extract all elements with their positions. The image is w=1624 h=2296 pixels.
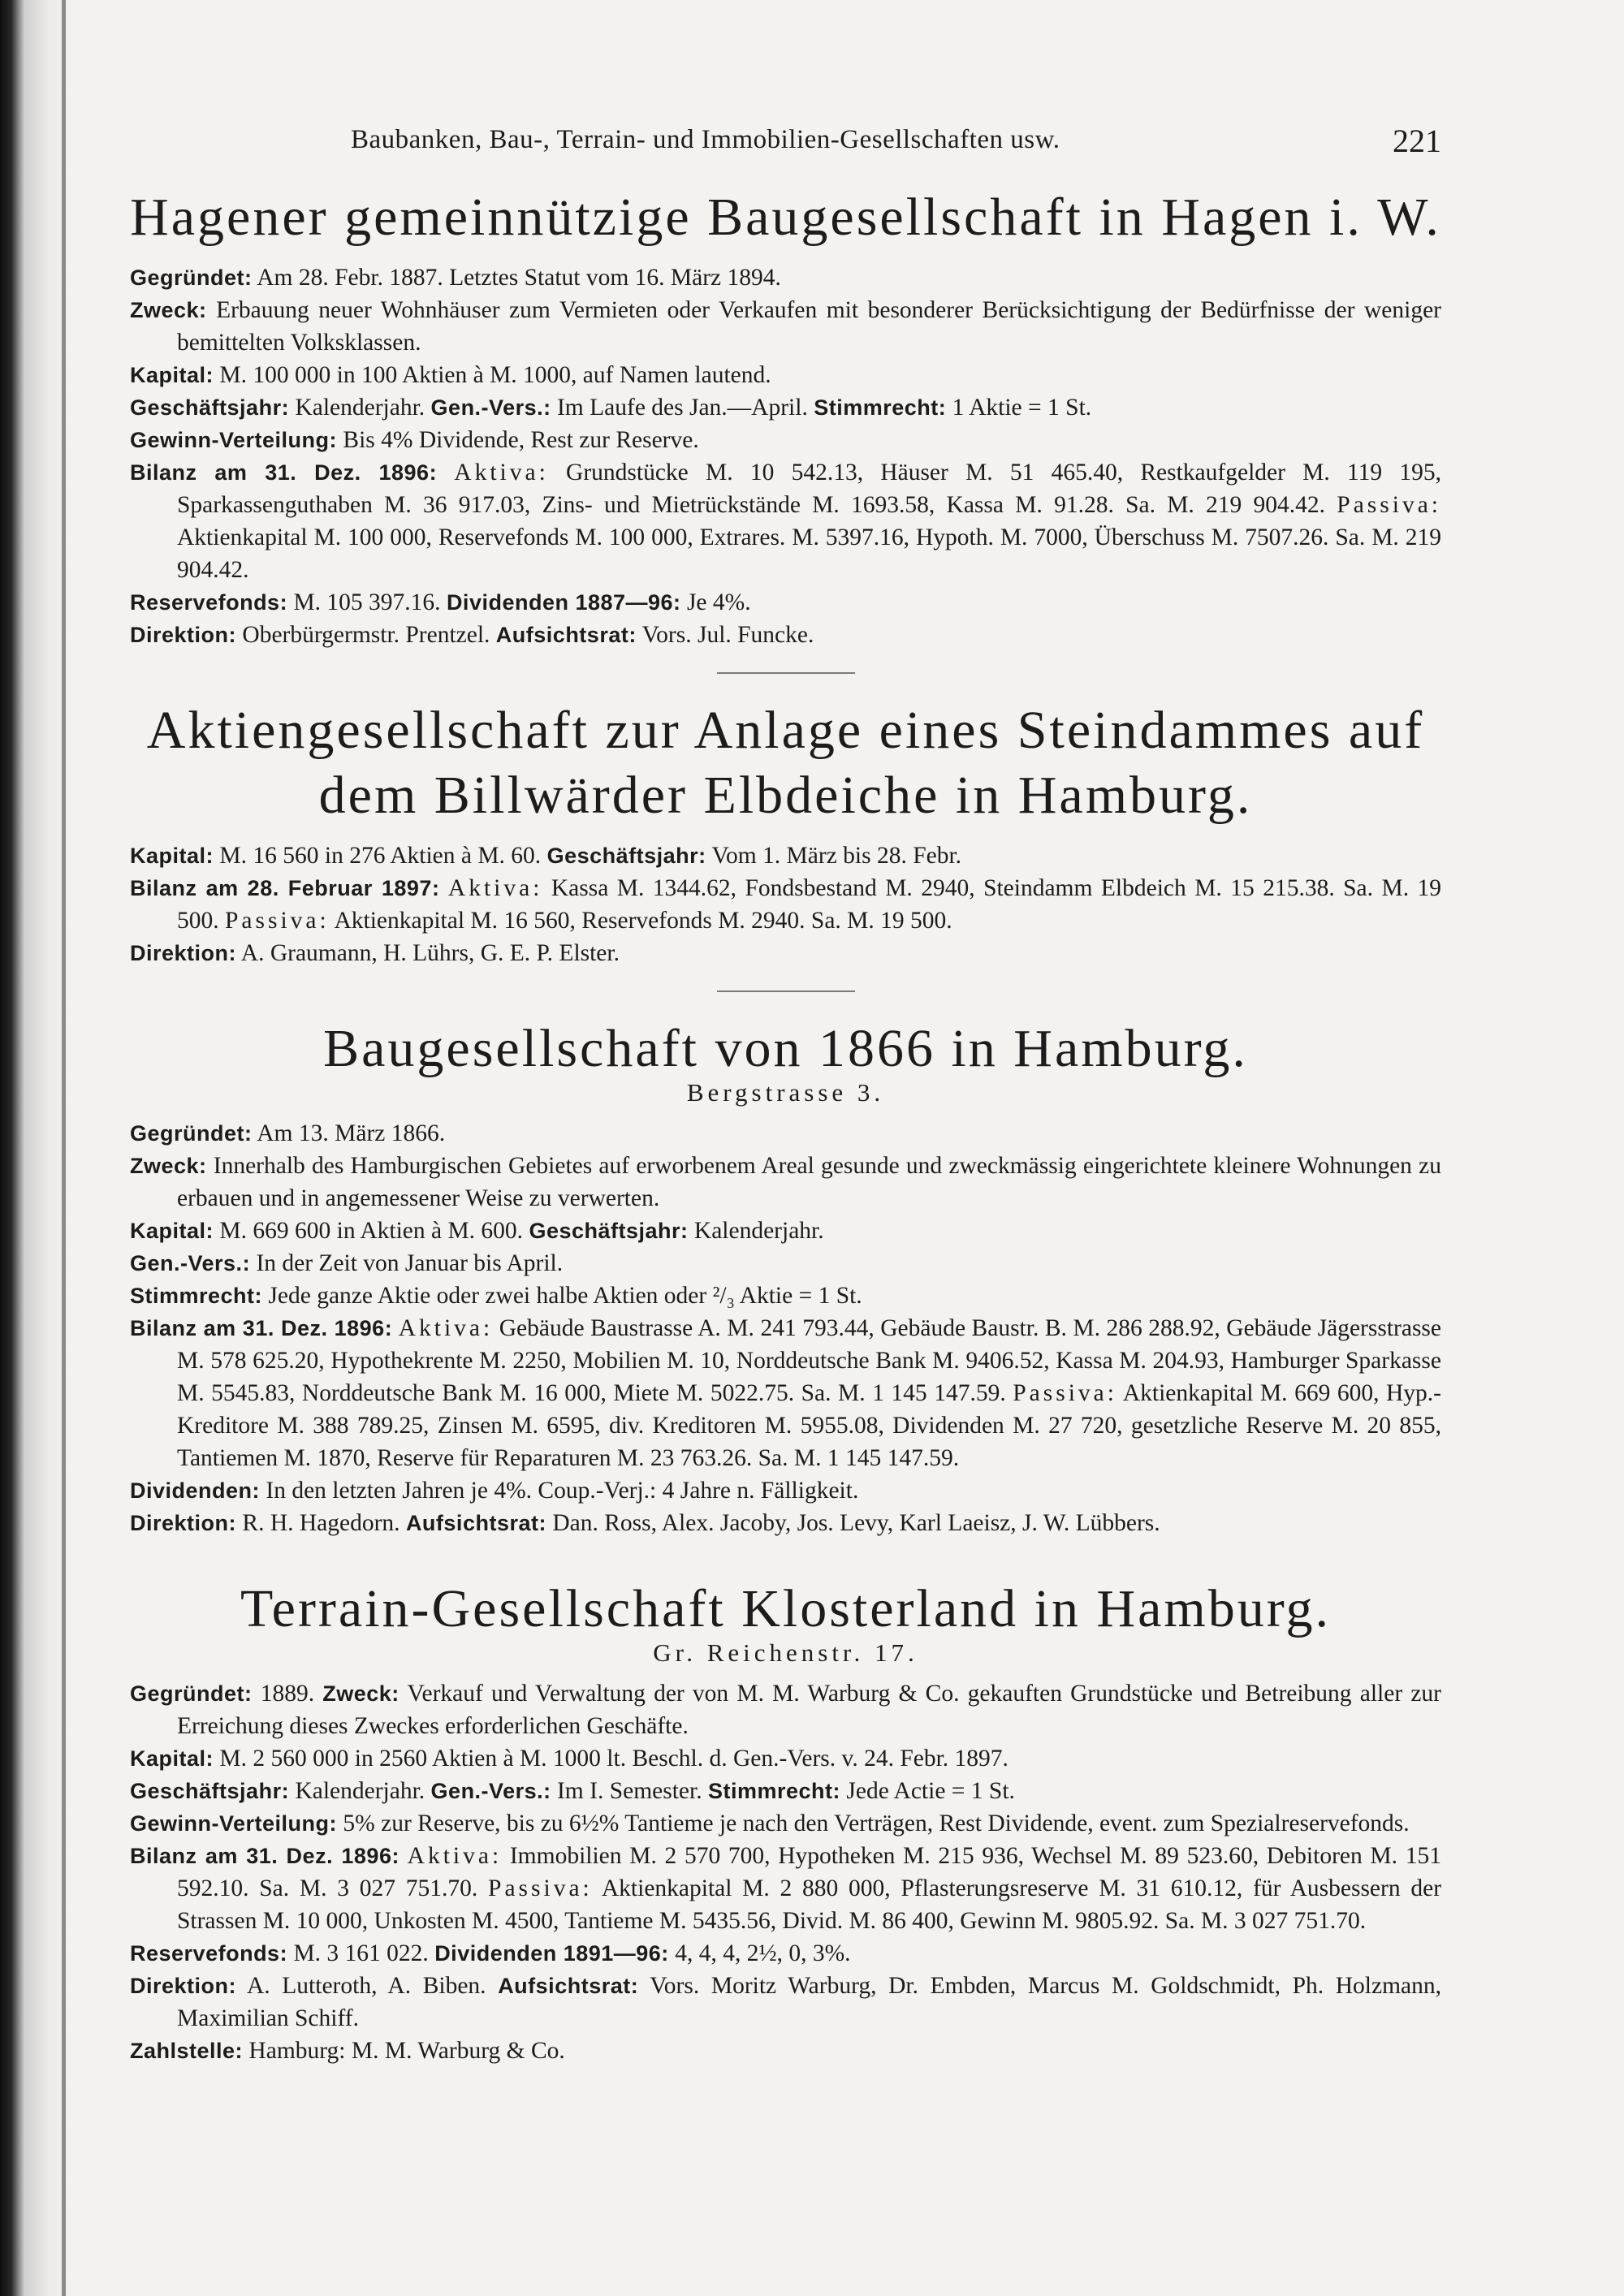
- assets-value: Gebäude Baustrasse A. M. 241 793.44, Gebäude Baustr. B. M. 286 288.92, Gebäude Jägersstrasse M. 578 625.20, Hypothekrente M. 2250, Mobilien M. 10, Norddeutsche Bank M. 9406.52, Kassa M. 204.93, Hamburger Sparkasse M. 5545.83, Norddeutsche Bank M. 16 000, Miete M. 5022.75. Sa. M. 1 145 147.59.: [177, 1315, 1442, 1406]
- board-line: [130, 1507, 1441, 1539]
- directors-label: Direktion:: [130, 623, 237, 647]
- dividends-label: Dividenden:: [130, 1478, 261, 1503]
- paying-agent-label: Zahlstelle:: [130, 2039, 244, 2063]
- purpose-value: Erbauung neuer Wohnhäuser zum Vermieten oder Verkaufen mit besonderer Berücksichtigung der Bedürfnisse der weniger bemittelten Volksklassen.: [177, 297, 1442, 356]
- profit-distribution-label: Gewinn-Verteilung:: [130, 1811, 338, 1836]
- entry-baugesellschaft-1866: [130, 1016, 1441, 1539]
- balance-label: Bilanz am 28. Februar 1897:: [130, 876, 440, 900]
- general-meeting-value: In der Zeit von Januar bis April.: [256, 1250, 564, 1276]
- entry-body: [130, 1677, 1441, 2067]
- supervisory-board-label: Aufsichtsrat:: [405, 1511, 546, 1535]
- balance-line: [130, 456, 1441, 586]
- voting-right-value: Jede ganze Aktie oder zwei halbe Aktien oder ²/₃ Aktie = 1 St.: [268, 1283, 862, 1309]
- dividends-value: In den letzten Jahren je 4%. Coup.-Verj.: 4 Jahre n. Fälligkeit.: [266, 1478, 859, 1504]
- fiscal-year-label: Geschäftsjahr:: [130, 1779, 290, 1803]
- purpose-value: Innerhalb des Hamburgischen Gebietes auf erworbenem Areal gesunde und zweckmässig eingerichtete kleinere Wohnungen zu erbauen und in angemessener Weise zu verwerten.: [177, 1153, 1441, 1211]
- entry-title: Terrain-Gesellschaft Klosterland in Hamburg.: [240, 1579, 1332, 1638]
- reserve-value: M. 105 397.16.: [293, 589, 441, 615]
- voting-right-value: 1 Aktie = 1 St.: [952, 395, 1092, 421]
- fiscal-year-value: Vom 1. März bis 28. Febr.: [711, 843, 962, 869]
- reserve-value: M. 3 161 022.: [293, 1940, 429, 1966]
- supervisory-board-label: Aufsichtsrat:: [498, 1974, 639, 1998]
- purpose-label: Zweck:: [322, 1681, 400, 1706]
- founded-line: [130, 261, 1441, 294]
- directors-label: Direktion:: [130, 1511, 237, 1535]
- balance-label: Bilanz am 31. Dez. 1896:: [130, 1844, 400, 1868]
- directors-value: Oberbürgermstr. Prentzel.: [242, 622, 490, 648]
- liabilities-value: Aktienkapital M. 16 560, Reservefonds M. 2940. Sa. M. 19 500.: [334, 908, 952, 934]
- board-line: [130, 1970, 1441, 2035]
- liabilities-label: Passiva:: [1337, 492, 1441, 518]
- liabilities-label: Passiva:: [1013, 1380, 1117, 1406]
- dividends-line: [130, 1474, 1441, 1507]
- voting-right-label: Stimmrecht:: [814, 395, 947, 420]
- assets-label: Aktiva:: [447, 875, 543, 901]
- profit-distribution-value: Bis 4% Dividende, Rest zur Reserve.: [343, 427, 699, 453]
- assets-label: Aktiva:: [407, 1843, 503, 1869]
- capital-line: [130, 839, 1441, 872]
- assets-value: Kassa M. 1344.62, Fondsbestand M. 2940, Steindamm Elbdeich M. 15 215.38. Sa. M. 19 500.: [177, 875, 1442, 934]
- reserve-label: Reservefonds:: [130, 590, 288, 615]
- paying-agent-line: [130, 2035, 1441, 2067]
- founded-purpose-line: [130, 1677, 1441, 1742]
- balance-label: Bilanz am 31. Dez. 1896:: [130, 460, 438, 485]
- running-title: Baubanken, Bau-, Terrain- und Immobilien-Gesellschaften usw.: [351, 125, 1060, 154]
- capital-line: [130, 359, 1441, 391]
- fiscal-year-label: Geschäftsjahr:: [529, 1219, 689, 1243]
- directors-value: A. Graumann, H. Lührs, G. E. P. Elster.: [240, 940, 620, 966]
- entry-steindamm-billwaerder: [130, 698, 1441, 969]
- dividends-value: Je 4%.: [686, 589, 751, 615]
- founded-label: Gegründet:: [130, 265, 253, 290]
- board-line: [130, 619, 1441, 651]
- liabilities-label: Passiva:: [225, 908, 330, 934]
- voting-right-label: Stimmrecht:: [130, 1284, 263, 1308]
- purpose-value: Verkauf und Verwaltung der von M. M. Warburg & Co. gekauften Grundstücke und Betreibung aller zur Erreichung dieses Zweckes erforderlichen Geschäfte.: [177, 1681, 1441, 1739]
- running-header: [130, 114, 1441, 170]
- capital-value: M. 669 600 in Aktien à M. 600.: [219, 1218, 524, 1244]
- entry-title: Baugesellschaft von 1866 in Hamburg.: [323, 1019, 1248, 1078]
- directors-value: R. H. Hagedorn.: [242, 1510, 400, 1536]
- assets-value: Immobilien M. 2 570 700, Hypotheken M. 215 936, Wechsel M. 89 523.60, Debitoren M. 151 592.10. Sa. M. 3 027 751.70.: [177, 1843, 1441, 1901]
- general-meeting-label: Gen.-Vers.:: [430, 395, 551, 420]
- general-meeting-line: [130, 1247, 1441, 1280]
- supervisory-board-value: Vors. Jul. Funcke.: [641, 622, 814, 648]
- capital-label: Kapital:: [130, 844, 214, 868]
- directors-value: A. Lutteroth, A. Biben.: [247, 1973, 486, 1999]
- founded-value: Am 13. März 1866.: [257, 1120, 446, 1146]
- founded-value: 1889.: [260, 1681, 315, 1707]
- scan-binding-line: [62, 0, 66, 2296]
- entry-body: [130, 1117, 1441, 1539]
- entry-address: Bergstrasse 3.: [686, 1078, 885, 1107]
- scan-binding-edge: [0, 0, 71, 2296]
- liabilities-label: Passiva:: [488, 1875, 593, 1901]
- purpose-line: [130, 1150, 1441, 1215]
- profit-distribution-label: Gewinn-Verteilung:: [130, 428, 338, 452]
- entry-hagener-baugesellschaft: [130, 185, 1441, 651]
- assets-label: Aktiva:: [454, 460, 549, 486]
- entry-body: [130, 261, 1441, 651]
- dividends-label: Dividenden 1891—96:: [434, 1941, 669, 1966]
- voting-right-line: [130, 1280, 1441, 1312]
- founded-label: Gegründet:: [130, 1121, 253, 1146]
- fiscal-year-line: [130, 391, 1441, 424]
- capital-line: [130, 1742, 1441, 1775]
- entry-body: [130, 839, 1441, 969]
- general-meeting-label: Gen.-Vers.:: [130, 1251, 251, 1275]
- supervisory-board-value: Dan. Ross, Alex. Jacoby, Jos. Levy, Karl Laeisz, J. W. Lübbers.: [552, 1510, 1160, 1536]
- reserve-line: [130, 1937, 1441, 1970]
- voting-right-label: Stimmrecht:: [707, 1779, 840, 1803]
- capital-line: [130, 1215, 1441, 1247]
- supervisory-board-value: Vors. Moritz Warburg, Dr. Embden, Marcus M. Goldschmidt, Ph. Holzmann, Maximilian Schiff.: [177, 1973, 1442, 2031]
- fiscal-year-label: Geschäftsjahr:: [546, 844, 706, 868]
- founded-label: Gegründet:: [130, 1681, 253, 1706]
- capital-label: Kapital:: [130, 1219, 214, 1243]
- liabilities-value: Aktienkapital M. 669 600, Hyp.-Kreditore M. 388 789.25, Zinsen M. 6595, div. Kreditoren M. 5955.08, Dividenden M. 27 720, gesetzliche Reserve M. 20 855, Tantiemen M. 1870, Reserve für Reparaturen M. 23 763.26. Sa. M. 1 145 147.59.: [177, 1380, 1441, 1471]
- fiscal-year-line: [130, 1775, 1441, 1807]
- entry-title: Hagener gemeinnützige Baugesellschaft in Hagen i. W.: [130, 188, 1441, 247]
- balance-line: [130, 1840, 1441, 1937]
- dividends-value: 4, 4, 4, 2½, 0, 3%.: [675, 1940, 851, 1966]
- supervisory-board-label: Aufsichtsrat:: [495, 623, 637, 647]
- assets-value: Grundstücke M. 10 542.13, Häuser M. 51 465.40, Restkaufgelder M. 119 195, Sparkassenguthaben M. 36 917.03, Zins- und Mietrückstände M. 1693.58, Kassa M. 91.28. Sa. M. 219 904.42.: [177, 460, 1442, 518]
- founded-value: Am 28. Febr. 1887. Letztes Statut vom 16. März 1894.: [257, 265, 781, 291]
- purpose-line: [130, 294, 1441, 359]
- capital-label: Kapital:: [130, 1746, 214, 1771]
- fiscal-year-value: Kalenderjahr.: [295, 1778, 425, 1804]
- founded-line: [130, 1117, 1441, 1150]
- paying-agent-value: Hamburg: M. M. Warburg & Co.: [248, 2038, 565, 2064]
- assets-label: Aktiva:: [398, 1315, 494, 1341]
- section-divider: [717, 672, 855, 674]
- profit-distribution-value: 5% zur Reserve, bis zu 6½% Tantieme je nach den Verträgen, Rest Dividende, event. zum Spezialreservefonds.: [343, 1810, 1410, 1836]
- balance-label: Bilanz am 31. Dez. 1896:: [130, 1316, 393, 1340]
- dividends-label: Dividenden 1887—96:: [446, 590, 681, 615]
- page-number: 221: [1393, 123, 1441, 159]
- fiscal-year-label: Geschäftsjahr:: [130, 395, 290, 420]
- capital-value: M. 2 560 000 in 2560 Aktien à M. 1000 lt. Beschl. d. Gen.-Vers. v. 24. Febr. 1897.: [219, 1746, 1009, 1772]
- capital-label: Kapital:: [130, 363, 214, 387]
- capital-value: M. 100 000 in 100 Aktien à M. 1000, auf Namen lautend.: [219, 362, 771, 388]
- reserve-label: Reservefonds:: [130, 1941, 288, 1966]
- balance-line: [130, 1312, 1441, 1474]
- directors-label: Direktion:: [130, 1974, 237, 1998]
- board-line: [130, 937, 1441, 969]
- purpose-label: Zweck:: [130, 298, 207, 322]
- fiscal-year-value: Kalenderjahr.: [295, 395, 425, 421]
- entry-title-line-2: dem Billwärder Elbdeiche in Hamburg.: [318, 766, 1253, 825]
- section-divider: [717, 990, 855, 992]
- profit-distribution-line: [130, 1807, 1441, 1840]
- general-meeting-value: Im Laufe des Jan.—April.: [556, 395, 808, 421]
- general-meeting-label: Gen.-Vers.:: [430, 1779, 551, 1803]
- page: [130, 114, 1441, 2067]
- voting-right-value: Jede Actie = 1 St.: [846, 1778, 1015, 1804]
- reserve-line: [130, 586, 1441, 619]
- liabilities-value: Aktienkapital M. 100 000, Reservefonds M. 100 000, Extrares. M. 5397.16, Hypoth. M. 7000, Überschuss M. 7507.26. Sa. M. 219 904.42.: [177, 524, 1441, 583]
- entry-terrain-klosterland: [130, 1577, 1441, 2067]
- directors-label: Direktion:: [130, 941, 237, 965]
- general-meeting-value: Im I. Semester.: [556, 1778, 702, 1804]
- liabilities-value: Aktienkapital M. 2 880 000, Pflasterungsreserve M. 31 610.12, für Ausbessern der Strassen M. 10 000, Unkosten M. 4500, Tantieme M. 5435.56, Divid. M. 86 400, Gewinn M. 9805.92. Sa. M. 3 027 751.70.: [177, 1875, 1442, 1934]
- entry-title-line-1: Aktiengesellschaft zur Anlage eines Steindammes auf: [146, 701, 1425, 760]
- balance-line: [130, 872, 1441, 937]
- entry-address: Gr. Reichenstr. 17.: [653, 1638, 918, 1667]
- profit-distribution-line: [130, 424, 1441, 456]
- fiscal-year-value: Kalenderjahr.: [693, 1218, 824, 1244]
- capital-value: M. 16 560 in 276 Aktien à M. 60.: [219, 843, 542, 869]
- purpose-label: Zweck:: [130, 1154, 207, 1178]
